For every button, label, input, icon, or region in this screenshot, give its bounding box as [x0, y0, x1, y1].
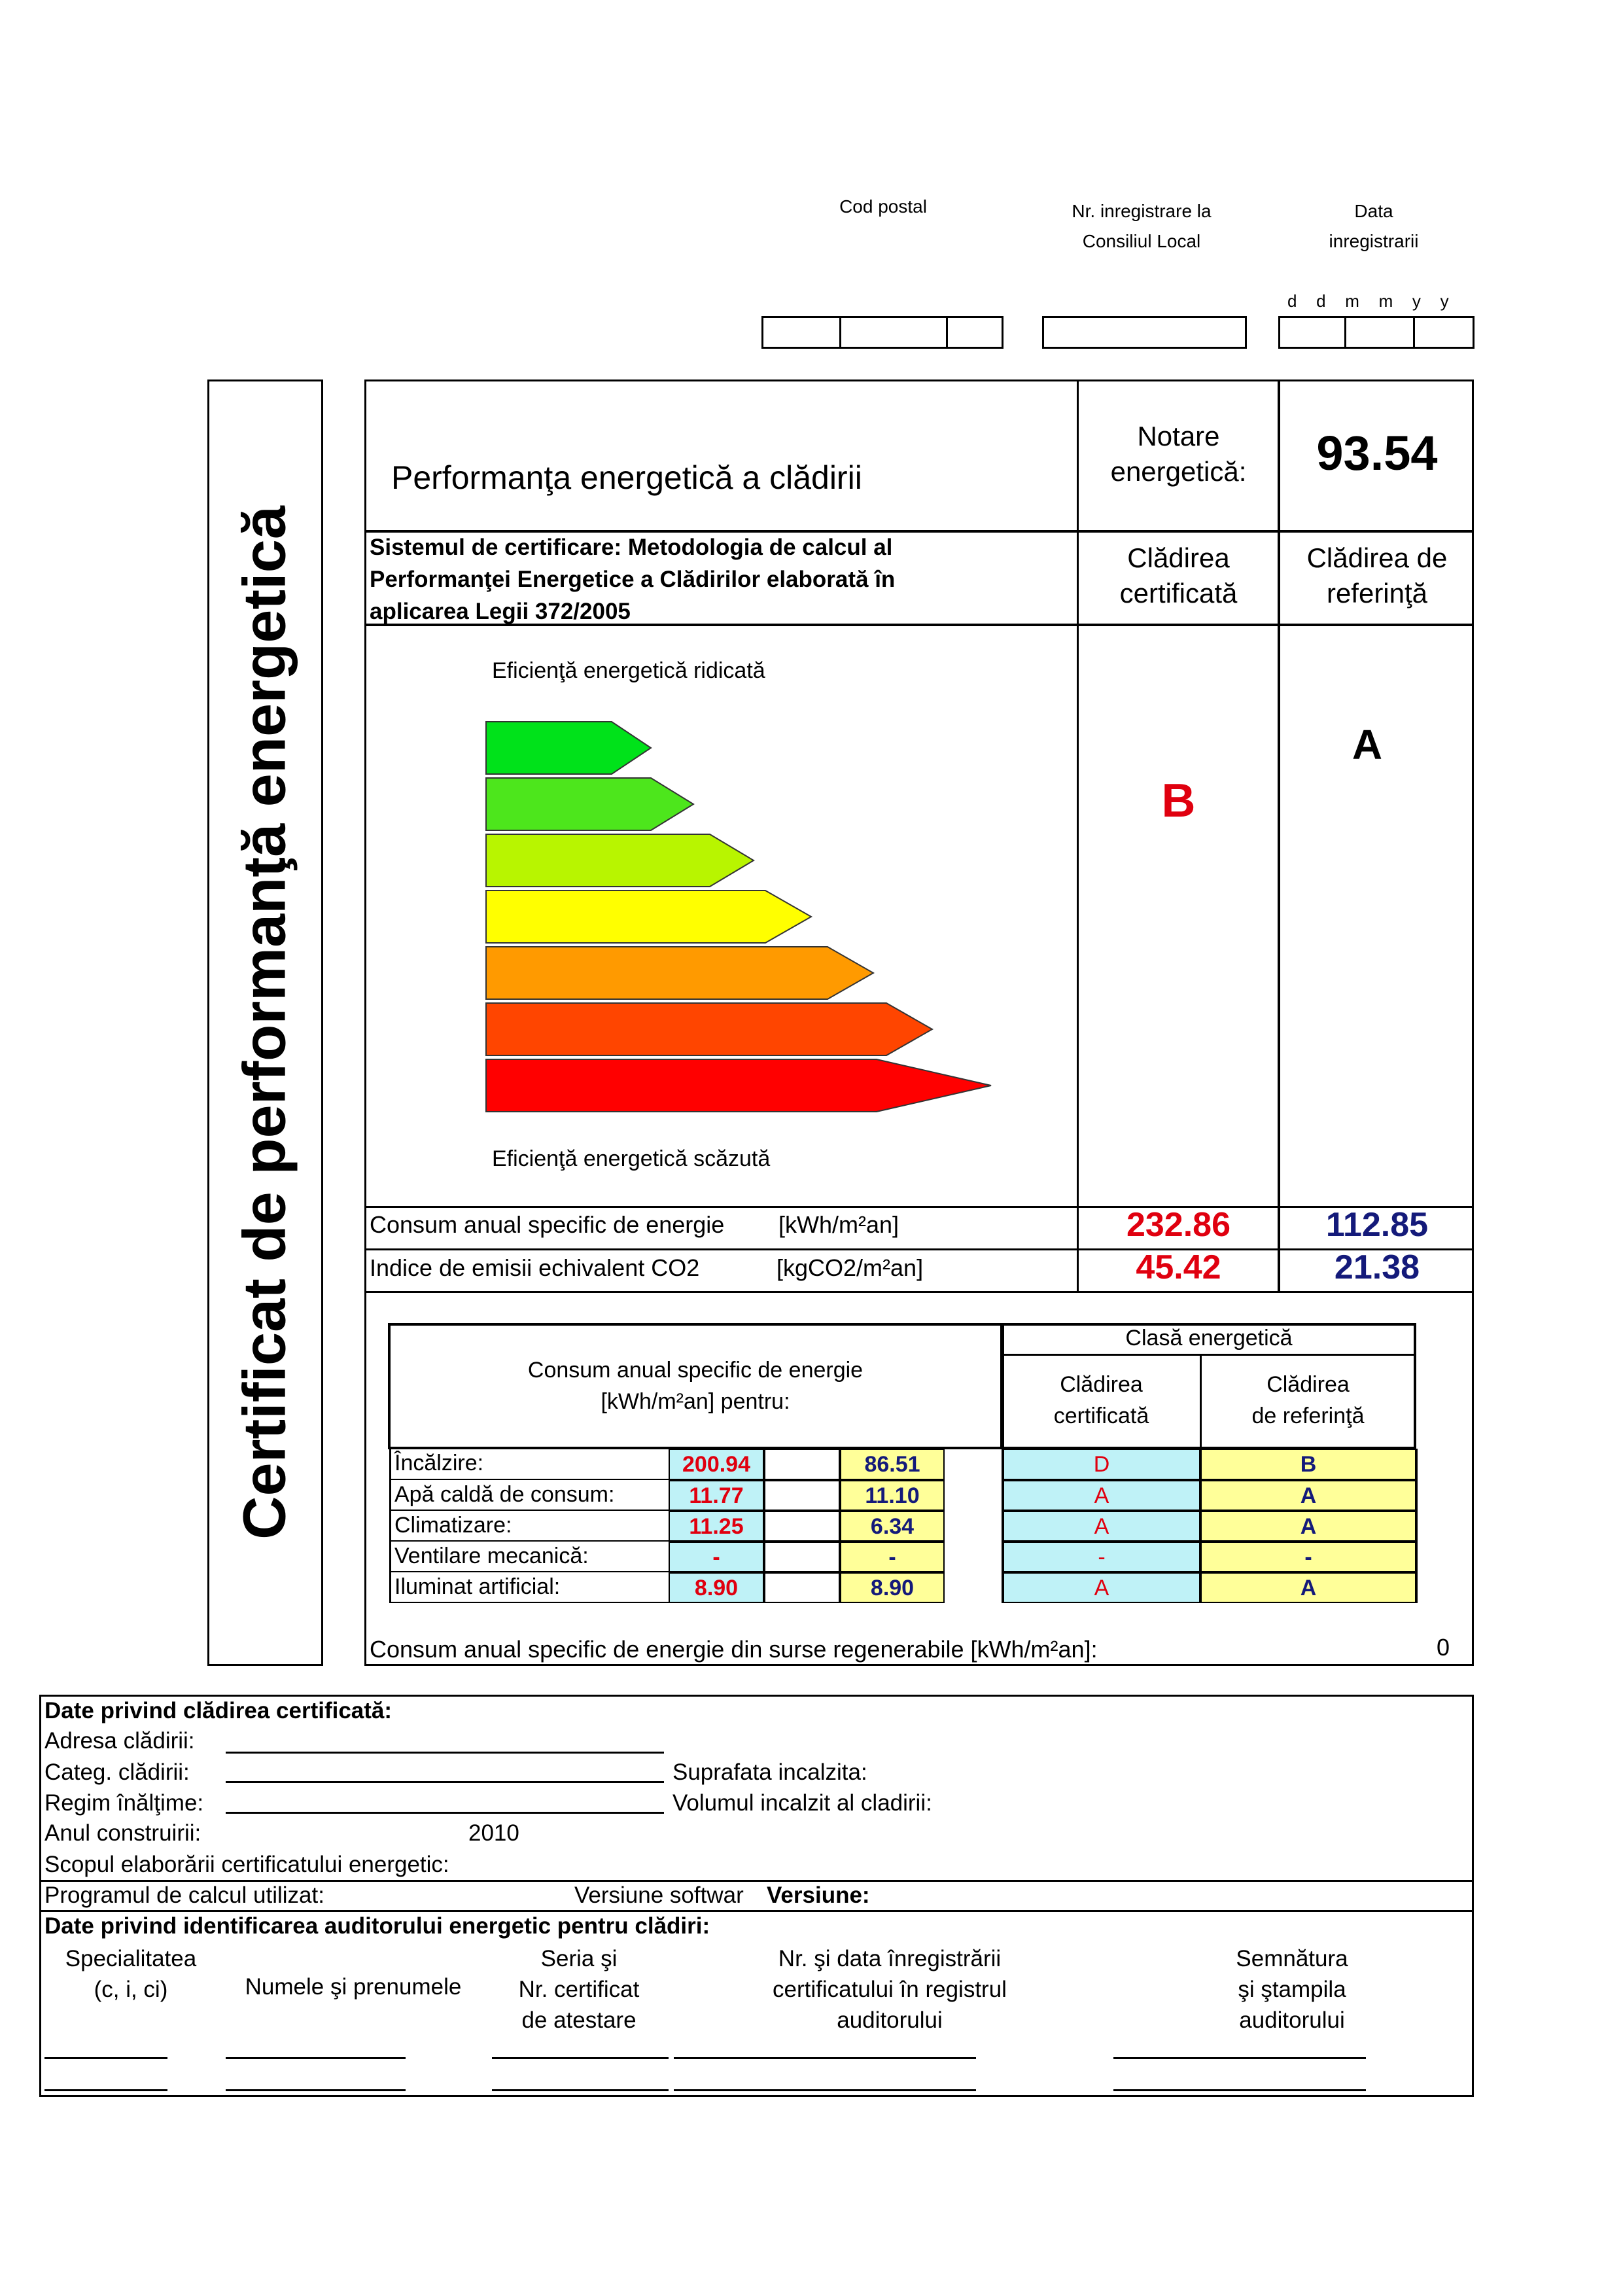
performance-title: Performanţa energetică a clădirii: [391, 459, 862, 496]
breakdown-header-text: Consum anual specific de energie [kWh/m²an] pentru:: [527, 1358, 864, 1414]
postal-code-input[interactable]: [761, 316, 1003, 349]
heated-volume-label: Volumul incalzit al cladirii:: [672, 1790, 932, 1816]
auditor-registration-field[interactable]: [674, 2089, 976, 2091]
rating-label: Notare energetică:: [1110, 421, 1247, 487]
renewable-energy-label: Consum anual specific de energie din surse regenerabile [kWh/m²an]:: [370, 1636, 1098, 1663]
co2-index-certified: 45.42: [1136, 1248, 1221, 1286]
auditor-certificate-header: Seria şi Nr. certificat de atestare: [518, 1946, 640, 2033]
table-row-spacer: [764, 1572, 840, 1603]
registration-date-input[interactable]: [1278, 316, 1475, 349]
side-title: Certificat de performanţă energetică: [231, 506, 298, 1540]
renewable-energy-value: 0: [1437, 1634, 1450, 1661]
table-row-class-cert: A: [1003, 1480, 1200, 1511]
certificate-purpose-label: Scopul elaborării certificatului energetic:: [44, 1852, 449, 1877]
reference-class-letter: A: [1352, 721, 1383, 768]
class-d-bar: [486, 891, 811, 943]
table-row-label: Încălzire:: [391, 1449, 669, 1480]
building-address-label: Adresa clădirii:: [44, 1728, 195, 1754]
building-category-field[interactable]: [226, 1781, 664, 1783]
registration-number-input[interactable]: [1042, 316, 1247, 349]
table-row-class-ref: A: [1200, 1480, 1416, 1511]
class-certified-header: Clădirea certificată: [1053, 1372, 1149, 1428]
class-b-bar: [486, 778, 693, 830]
table-row-cert-value: -: [669, 1542, 764, 1572]
building-address-field[interactable]: [226, 1752, 664, 1754]
building-height-field[interactable]: [226, 1812, 664, 1814]
table-row-label: Ventilare mecanică:: [391, 1542, 669, 1572]
table-row-class-ref: B: [1200, 1449, 1416, 1480]
table-row-ref-value: 11.10: [840, 1480, 945, 1511]
table-row-cert-value: 11.77: [669, 1480, 764, 1511]
certified-class-letter: B: [1161, 775, 1196, 827]
high-efficiency-label: Eficienţă energetică ridicată: [492, 658, 765, 683]
table-row-label: Apă caldă de consum:: [391, 1480, 669, 1511]
auditor-registration-header: Nr. şi data înregistrării certificatului în registrul auditorului: [773, 1946, 1007, 2033]
table-row-ref-value: 6.34: [840, 1511, 945, 1542]
table-row-class-ref: -: [1200, 1542, 1416, 1572]
table-row-label: Climatizare:: [391, 1511, 669, 1542]
co2-index-reference: 21.38: [1334, 1248, 1420, 1286]
class-g-bar: [486, 1059, 991, 1112]
table-row-ref-value: -: [840, 1542, 945, 1572]
auditor-data-title: Date privind identificarea auditorului energetic pentru clădiri:: [44, 1913, 710, 1939]
registration-number-label: Nr. inregistrare la Consiliul Local: [1072, 201, 1212, 251]
heated-area-label: Suprafata incalzita:: [672, 1759, 867, 1785]
auditor-specialty-field[interactable]: [44, 2089, 167, 2091]
certified-building-header: Clădirea certificată: [1119, 542, 1238, 609]
auditor-registration-field[interactable]: [674, 2057, 976, 2059]
date-format-hint: d d m m y y: [1287, 291, 1450, 311]
building-height-label: Regim înălţime:: [44, 1790, 204, 1816]
auditor-certificate-field[interactable]: [492, 2089, 669, 2091]
table-row-class-ref: A: [1200, 1572, 1416, 1603]
table-row-spacer: [764, 1542, 840, 1572]
reference-building-header: Clădirea de referinţă: [1306, 542, 1448, 609]
table-row-class-cert: D: [1003, 1449, 1200, 1480]
energy-class-header: Clasă energetică: [1125, 1326, 1293, 1351]
auditor-name-header: Numele şi prenumele: [245, 1974, 462, 2000]
table-row-ref-value: 8.90: [840, 1572, 945, 1603]
auditor-signature-field[interactable]: [1113, 2089, 1366, 2091]
auditor-name-field[interactable]: [226, 2057, 406, 2059]
class-reference-header: Clădirea de referinţă: [1251, 1372, 1365, 1428]
construction-year-value: 2010: [468, 1820, 519, 1846]
auditor-signature-header: Semnătura şi ştampila auditorului: [1236, 1946, 1348, 2033]
class-f-bar: [486, 1003, 932, 1055]
class-a-bar: [486, 722, 651, 774]
building-data-title: Date privind clădirea certificată:: [44, 1698, 393, 1723]
table-row-cert-value: 200.94: [669, 1449, 764, 1480]
table-row-class-cert: A: [1003, 1511, 1200, 1542]
table-row-spacer: [764, 1511, 840, 1542]
version-label: Versiune:: [767, 1882, 870, 1908]
certification-system-text: Sistemul de certificare: Metodologia de calcul al Performanţei Energetice a Clădirilor elaborată în aplicarea Legii 372/2005: [370, 535, 896, 624]
postal-code-label: Cod postal: [839, 196, 927, 217]
auditor-name-field[interactable]: [226, 2089, 406, 2091]
low-efficiency-label: Eficienţă energetică scăzută: [492, 1146, 771, 1171]
auditor-certificate-field[interactable]: [492, 2057, 669, 2059]
auditor-specialty-header: Specialitatea (c, i, ci): [65, 1946, 197, 2002]
auditor-signature-field[interactable]: [1113, 2057, 1366, 2059]
table-row-cert-value: 11.25: [669, 1511, 764, 1542]
class-e-bar: [486, 947, 873, 999]
co2-index-unit: [kgCO2/m²an]: [777, 1254, 924, 1281]
annual-consumption-reference: 112.85: [1325, 1206, 1429, 1244]
table-row-class-ref: A: [1200, 1511, 1416, 1542]
table-row-class-cert: A: [1003, 1572, 1200, 1603]
table-row-ref-value: 86.51: [840, 1449, 945, 1480]
table-row-cert-value: 8.90: [669, 1572, 764, 1603]
class-c-bar: [486, 834, 754, 887]
calculation-program-label: Programul de calcul utilizat:: [44, 1882, 324, 1908]
co2-index-label: Indice de emisii echivalent CO2: [370, 1254, 700, 1281]
table-row-spacer: [764, 1480, 840, 1511]
rating-value: 93.54: [1316, 426, 1438, 480]
annual-consumption-label: Consum anual specific de energie: [370, 1211, 725, 1238]
energy-class-scale: [484, 720, 994, 1119]
table-row-class-cert: -: [1003, 1542, 1200, 1572]
registration-date-label: Data inregistrarii: [1329, 201, 1419, 251]
annual-consumption-unit: [kWh/m²an]: [778, 1211, 899, 1238]
annual-consumption-certified: 232.86: [1126, 1206, 1231, 1244]
construction-year-label: Anul construirii:: [44, 1820, 201, 1846]
auditor-specialty-field[interactable]: [44, 2057, 167, 2059]
software-version-label: Versiune softwar: [574, 1882, 744, 1908]
table-row-label: Iluminat artificial:: [391, 1572, 669, 1603]
building-category-label: Categ. clădirii:: [44, 1759, 190, 1785]
table-row-spacer: [764, 1449, 840, 1480]
